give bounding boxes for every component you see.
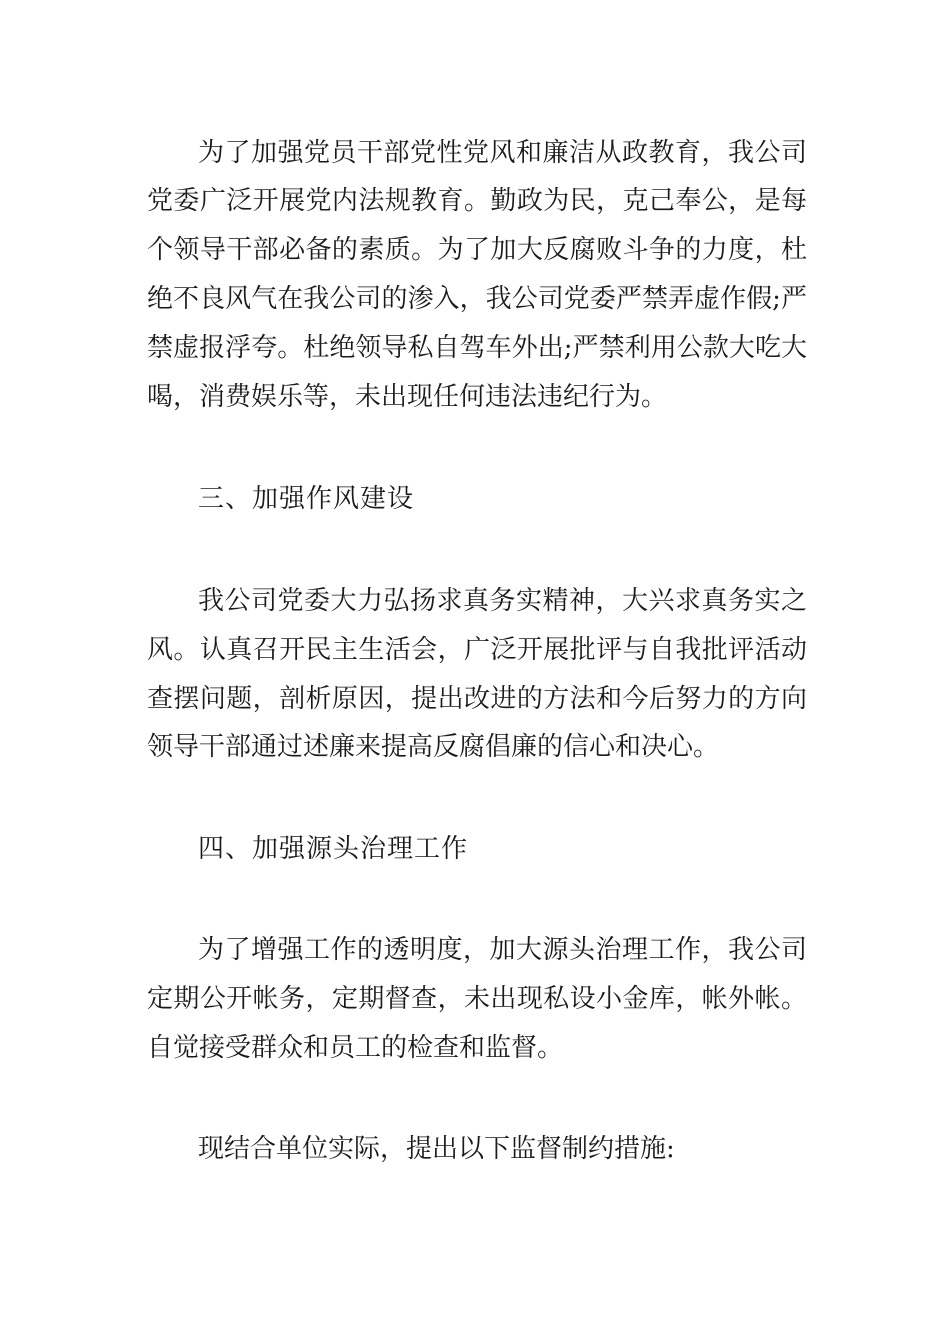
paragraph-3-line-3: 自觉接受群众和员工的检查和监督。 xyxy=(147,1033,564,1063)
paragraph-2-line-1: 我公司党委大力弘扬求真务实精神，大兴求真务实之 xyxy=(198,586,807,616)
paragraph-1-line-1: 为了加强党员干部党性党风和廉洁从政教育，我公司 xyxy=(198,138,807,168)
paragraph-2-line-2: 风。认真召开民主生活会，广泛开展批评与自我批评活动 xyxy=(147,635,807,665)
section-heading-3: 三、加强作风建设 xyxy=(198,484,415,514)
paragraph-1-line-4: 绝不良风气在我公司的渗入，我公司党委严禁弄虚作假;严 xyxy=(147,284,807,314)
paragraph-3-line-1: 为了增强工作的透明度，加大源头治理工作，我公司 xyxy=(198,935,807,965)
paragraph-1-line-2: 党委广泛开展党内法规教育。勤政为民，克己奉公，是每 xyxy=(147,186,807,216)
paragraph-2-line-3: 查摆问题，剖析原因，提出改进的方法和今后努力的方向 xyxy=(147,684,807,714)
paragraph-1-line-3: 个领导干部必备的素质。为了加大反腐败斗争的力度，杜 xyxy=(147,235,807,265)
section-heading-4: 四、加强源头治理工作 xyxy=(198,834,469,864)
paragraph-4-line-1: 现结合单位实际，提出以下监督制约措施: xyxy=(198,1134,675,1164)
paragraph-2-line-4: 领导干部通过述廉来提高反腐倡廉的信心和决心。 xyxy=(147,732,720,762)
paragraph-1-line-5: 禁虚报浮夸。杜绝领导私自驾车外出;严禁利用公款大吃大 xyxy=(147,333,807,363)
paragraph-3-line-2: 定期公开帐务，定期督查，未出现私设小金库，帐外帐。 xyxy=(147,984,807,1014)
paragraph-1-line-6: 喝，消费娱乐等，未出现任何违法违纪行为。 xyxy=(147,382,668,412)
